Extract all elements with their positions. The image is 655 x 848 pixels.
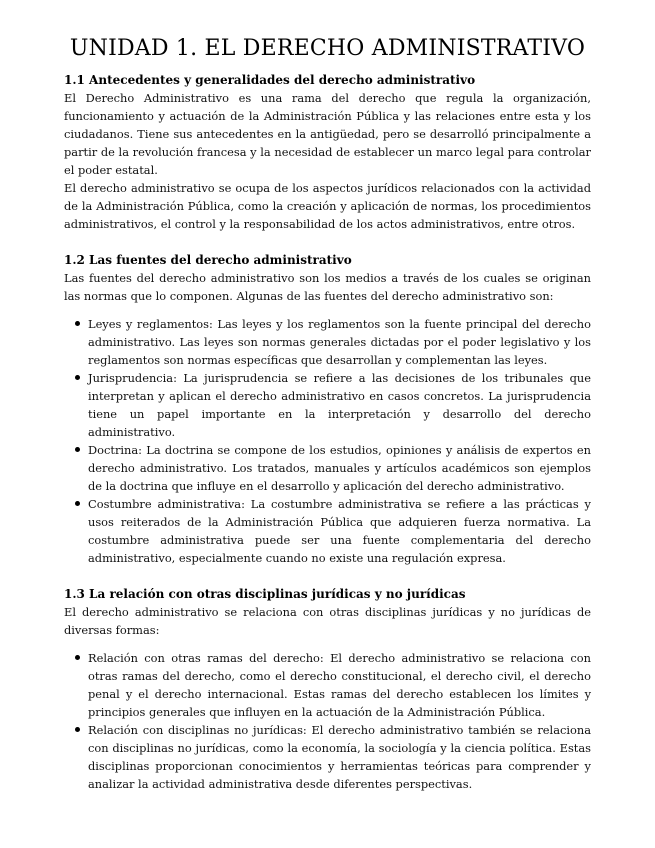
bullet-icon	[75, 501, 80, 506]
page-title: UNIDAD 1. EL DERECHO ADMINISTRATIVO	[69, 36, 586, 61]
bullet-list	[64, 649, 591, 793]
list-item-text: Costumbre administrativa: La costumbre administrativa se refiere a las prácticas y usos reiterados de la Administración Pública que adquieren fuerza normativa. La costumbre administrativa puede ser una fuente complementaria del derecho administrativo, especialmente cuando no existe una regulación expresa.	[88, 497, 591, 565]
section-antecedentes	[64, 71, 591, 233]
list-item	[88, 495, 591, 567]
paragraph: El derecho administrativo se ocupa de los aspectos jurídicos relacionados con la actividad de la Administración Pública, como la creación y aplicación de normas, los procedimientos administrativos, el control y la responsabilidad de los actos administrativos, entre otros.	[64, 181, 591, 231]
bullet-icon	[75, 447, 80, 452]
bullet-icon	[75, 655, 80, 660]
list-item	[88, 649, 591, 721]
section-heading: 1.2 Las fuentes del derecho administrativo	[64, 253, 352, 267]
bullet-list	[64, 315, 591, 567]
list-item-text: Doctrina: La doctrina se compone de los estudios, opiniones y análisis de expertos en derecho administrativo. Los tratados, manuales y artículos académicos son ejemplos de la doctrina que influye en el desarrollo y aplicación del derecho administrativo.	[88, 443, 591, 493]
list-item-text: Relación con disciplinas no jurídicas: El derecho administrativo también se relaciona con disciplinas no jurídicas, como la economía, la sociología y la ciencia política. Estas disciplinas proporcionan conocimientos y herramientas teóricas para comprender y analizar la actividad administrativa desde diferentes perspectivas.	[88, 723, 591, 791]
paragraph: El Derecho Administrativo es una rama del derecho que regula la organización, funcionamiento y actuación de la Administración Pública y las relaciones entre esta y los ciudadanos. Tiene sus antecedentes en la antigüedad, pero se desarrolló principalmente a partir de la revolución francesa y la necesidad de establecer un marco legal para controlar el poder estatal.	[64, 91, 591, 177]
section-relacion	[64, 585, 591, 793]
list-item-text: Leyes y reglamentos: Las leyes y los reglamentos son la fuente principal del derecho administrativo. Las leyes son normas generales dictadas por el poder legislativo y los reglamentos son normas específicas que desarrollan y complementan las leyes.	[88, 317, 591, 367]
list-item-text: Relación con otras ramas del derecho: El derecho administrativo se relaciona con otras ramas del derecho, como el derecho constitucional, el derecho civil, el derecho penal y el derecho internacional. Estas ramas del derecho establecen los límites y principios generales que influyen en la actuación de la Administración Pública.	[88, 651, 591, 719]
bullet-icon	[75, 321, 80, 326]
section-fuentes	[64, 251, 591, 567]
list-item	[88, 441, 591, 495]
list-item-text: Jurisprudencia: La jurisprudencia se refiere a las decisiones de los tribunales que interpretan y aplican el derecho administrativo en casos concretos. La jurisprudencia tiene un papel importante en la interpretación y desarrollo del derecho administrativo.	[88, 371, 591, 439]
paragraph: Las fuentes del derecho administrativo son los medios a través de los cuales se originan las normas que lo componen. Algunas de las fuentes del derecho administrativo son:	[64, 271, 591, 303]
paragraph: El derecho administrativo se relaciona con otras disciplinas jurídicas y no jurídicas de diversas formas:	[64, 605, 591, 637]
list-item	[88, 369, 591, 441]
bullet-icon	[75, 375, 80, 380]
section-heading: 1.3 La relación con otras disciplinas jurídicas y no jurídicas	[64, 587, 466, 601]
section-heading: 1.1 Antecedentes y generalidades del derecho administrativo	[64, 73, 476, 87]
list-item	[88, 721, 591, 793]
bullet-icon	[75, 727, 80, 732]
list-item	[88, 315, 591, 369]
